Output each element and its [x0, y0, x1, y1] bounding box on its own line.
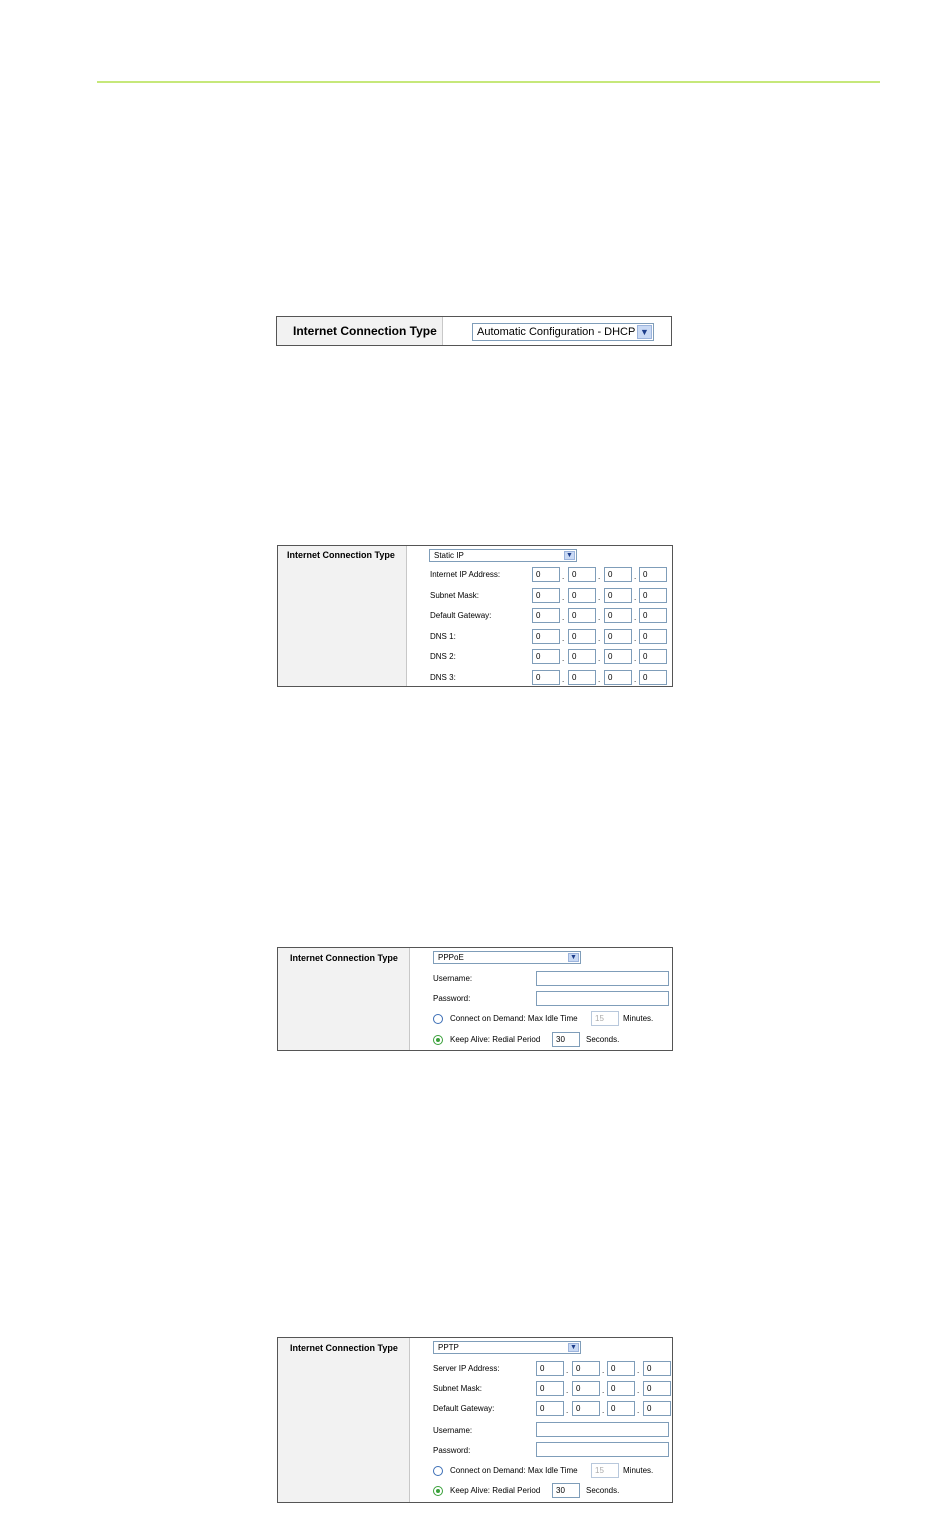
- static-octet-input[interactable]: 0: [568, 608, 596, 623]
- static-octet-input[interactable]: 0: [568, 670, 596, 685]
- static-ip-panel: [277, 545, 673, 687]
- connection-type-label: Internet Connection Type: [290, 953, 398, 963]
- pptp-left-column: [278, 1338, 410, 1502]
- subnet-mask-label: Subnet Mask:: [430, 591, 479, 600]
- connection-type-select[interactable]: [429, 549, 577, 562]
- static-octet-input[interactable]: 0: [532, 629, 560, 644]
- static-octet-input[interactable]: 0: [639, 608, 667, 623]
- connection-type-value: PPPoE: [438, 953, 464, 962]
- static-left-column: [278, 546, 407, 686]
- octet-separator: .: [634, 572, 637, 581]
- max-idle-time-input[interactable]: 15: [591, 1463, 619, 1478]
- static-octet-input[interactable]: 0: [639, 629, 667, 644]
- connection-type-value: PPTP: [438, 1343, 459, 1352]
- octet-separator: .: [602, 1366, 605, 1375]
- seconds-label: Seconds.: [586, 1035, 620, 1044]
- connection-type-label: Internet Connection Type: [287, 550, 395, 560]
- connection-type-select[interactable]: [433, 951, 581, 964]
- static-octet-input[interactable]: 0: [568, 629, 596, 644]
- pptp-octet-input[interactable]: 0: [643, 1381, 671, 1396]
- dns3-label: DNS 3:: [430, 673, 456, 682]
- header-rule: [97, 81, 880, 83]
- pppoe-left-column: [278, 948, 410, 1050]
- keep-alive-label: Keep Alive: Redial Period: [450, 1035, 541, 1044]
- octet-separator: .: [602, 1406, 605, 1415]
- octet-separator: .: [598, 675, 601, 684]
- chevron-down-icon[interactable]: ▼: [564, 551, 575, 560]
- server-ip-label: Server IP Address:: [433, 1364, 500, 1373]
- connection-type-label: Internet Connection Type: [290, 1343, 398, 1353]
- octet-separator: .: [634, 654, 637, 663]
- static-octet-input[interactable]: 0: [532, 649, 560, 664]
- subnet-mask-label: Subnet Mask:: [433, 1384, 482, 1393]
- octet-separator: .: [562, 675, 565, 684]
- octet-separator: .: [637, 1366, 640, 1375]
- default-gateway-label: Default Gateway:: [430, 611, 492, 620]
- connect-on-demand-label: Connect on Demand: Max Idle Time: [450, 1014, 578, 1023]
- connection-type-select[interactable]: [472, 323, 654, 341]
- static-octet-input[interactable]: 0: [604, 649, 632, 664]
- pptp-octet-input[interactable]: 0: [607, 1401, 635, 1416]
- minutes-label: Minutes.: [623, 1466, 654, 1475]
- octet-separator: .: [634, 593, 637, 602]
- octet-separator: .: [634, 675, 637, 684]
- dhcp-panel: [276, 316, 672, 346]
- static-octet-input[interactable]: 0: [604, 670, 632, 685]
- connect-on-demand-radio[interactable]: [433, 1466, 443, 1476]
- connect-on-demand-label: Connect on Demand: Max Idle Time: [450, 1466, 578, 1475]
- password-input[interactable]: [536, 1442, 669, 1457]
- max-idle-time-input[interactable]: 15: [591, 1011, 619, 1026]
- octet-separator: .: [562, 593, 565, 602]
- pppoe-panel: [277, 947, 673, 1051]
- pptp-octet-input[interactable]: 0: [607, 1381, 635, 1396]
- pptp-octet-input[interactable]: 0: [643, 1361, 671, 1376]
- connection-type-value: Static IP: [434, 551, 464, 560]
- octet-separator: .: [566, 1386, 569, 1395]
- octet-separator: .: [598, 634, 601, 643]
- username-input[interactable]: [536, 971, 669, 986]
- connect-on-demand-radio[interactable]: [433, 1014, 443, 1024]
- pptp-octet-input[interactable]: 0: [572, 1381, 600, 1396]
- internet-ip-label: Internet IP Address:: [430, 570, 501, 579]
- static-octet-input[interactable]: 0: [532, 567, 560, 582]
- octet-separator: .: [637, 1386, 640, 1395]
- seconds-label: Seconds.: [586, 1486, 620, 1495]
- chevron-down-icon[interactable]: ▼: [568, 953, 579, 962]
- static-octet-input[interactable]: 0: [639, 567, 667, 582]
- static-octet-input[interactable]: 0: [568, 567, 596, 582]
- keep-alive-radio[interactable]: [433, 1486, 443, 1496]
- static-octet-input[interactable]: 0: [604, 588, 632, 603]
- octet-separator: .: [562, 634, 565, 643]
- connection-type-select[interactable]: [433, 1341, 581, 1354]
- connection-type-label: Internet Connection Type: [293, 324, 437, 338]
- static-octet-input[interactable]: 0: [639, 670, 667, 685]
- octet-separator: .: [637, 1406, 640, 1415]
- octet-separator: .: [566, 1366, 569, 1375]
- username-label: Username:: [433, 1426, 473, 1435]
- pptp-octet-input[interactable]: 0: [643, 1401, 671, 1416]
- octet-separator: .: [602, 1386, 605, 1395]
- octet-separator: .: [598, 654, 601, 663]
- pptp-panel: [277, 1337, 673, 1503]
- redial-period-input[interactable]: 30: [552, 1483, 580, 1498]
- static-octet-input[interactable]: 0: [604, 608, 632, 623]
- static-octet-input[interactable]: 0: [604, 567, 632, 582]
- pptp-octet-input[interactable]: 0: [536, 1381, 564, 1396]
- dns1-label: DNS 1:: [430, 632, 456, 641]
- static-octet-input[interactable]: 0: [568, 649, 596, 664]
- minutes-label: Minutes.: [623, 1014, 654, 1023]
- username-label: Username:: [433, 974, 473, 983]
- static-octet-input[interactable]: 0: [639, 649, 667, 664]
- octet-separator: .: [634, 634, 637, 643]
- chevron-down-icon[interactable]: ▼: [568, 1343, 579, 1352]
- static-octet-input[interactable]: 0: [532, 588, 560, 603]
- static-octet-input[interactable]: 0: [639, 588, 667, 603]
- octet-separator: .: [634, 613, 637, 622]
- pptp-octet-input[interactable]: 0: [536, 1361, 564, 1376]
- password-input[interactable]: [536, 991, 669, 1006]
- pptp-octet-input[interactable]: 0: [607, 1361, 635, 1376]
- default-gateway-label: Default Gateway:: [433, 1404, 495, 1413]
- pptp-octet-input[interactable]: 0: [572, 1401, 600, 1416]
- password-label: Password:: [433, 994, 471, 1003]
- dns2-label: DNS 2:: [430, 652, 456, 661]
- pptp-octet-input[interactable]: 0: [536, 1401, 564, 1416]
- keep-alive-radio[interactable]: [433, 1035, 443, 1045]
- octet-separator: .: [562, 613, 565, 622]
- octet-separator: .: [566, 1406, 569, 1415]
- keep-alive-label: Keep Alive: Redial Period: [450, 1486, 541, 1495]
- octet-separator: .: [562, 654, 565, 663]
- octet-separator: .: [562, 572, 565, 581]
- octet-separator: .: [598, 613, 601, 622]
- chevron-down-icon[interactable]: ▼: [637, 325, 652, 339]
- static-octet-input[interactable]: 0: [568, 588, 596, 603]
- connection-type-value: Automatic Configuration - DHCP: [477, 326, 636, 338]
- octet-separator: .: [598, 572, 601, 581]
- pptp-octet-input[interactable]: 0: [572, 1361, 600, 1376]
- static-octet-input[interactable]: 0: [532, 670, 560, 685]
- redial-period-input[interactable]: 30: [552, 1032, 580, 1047]
- password-label: Password:: [433, 1446, 471, 1455]
- username-input[interactable]: [536, 1422, 669, 1437]
- static-octet-input[interactable]: 0: [532, 608, 560, 623]
- static-octet-input[interactable]: 0: [604, 629, 632, 644]
- octet-separator: .: [598, 593, 601, 602]
